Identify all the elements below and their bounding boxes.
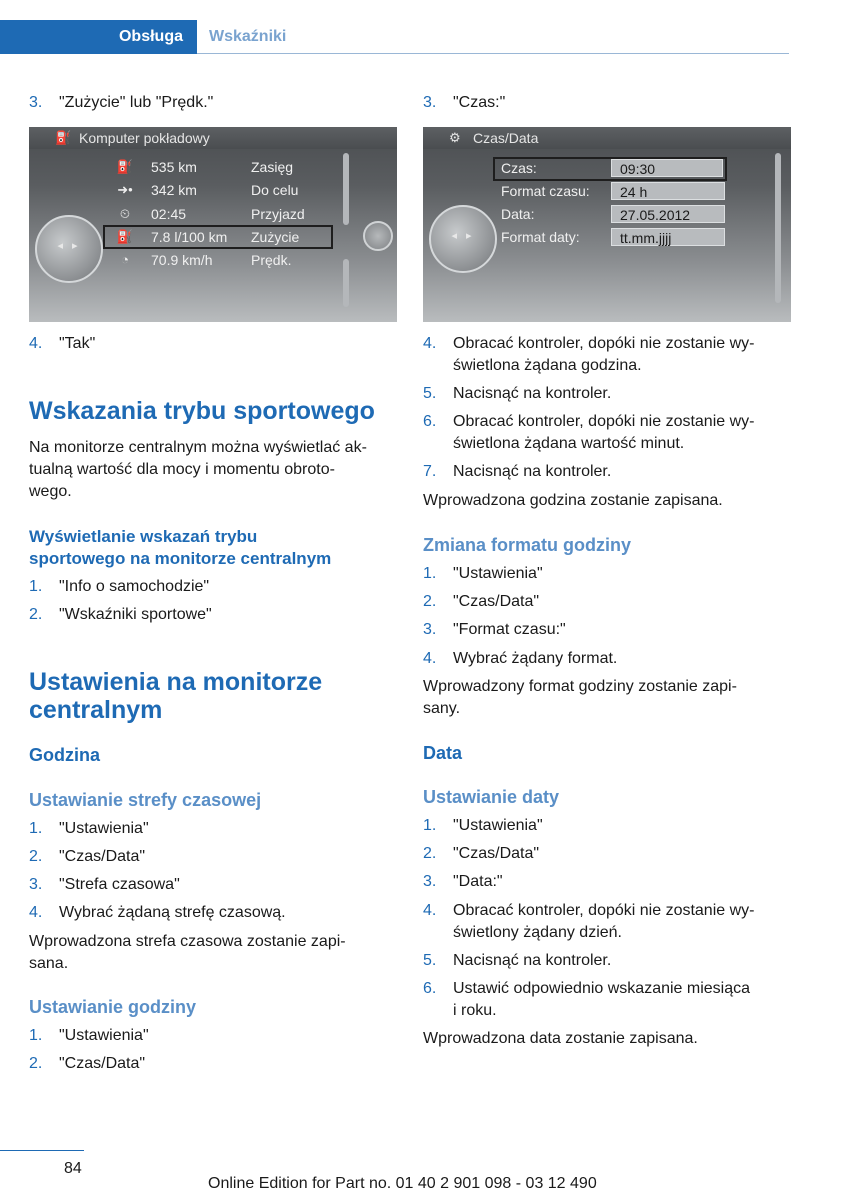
header-tab-wskazniki[interactable]: Wskaźniki bbox=[209, 28, 287, 45]
date-format-field[interactable]: tt.mm.jjjj bbox=[611, 228, 725, 246]
subsection-heading: Data bbox=[423, 743, 463, 763]
list-item: 3. "Strefa czasowa" bbox=[29, 876, 180, 893]
scroll-bar bbox=[775, 153, 781, 303]
subsection-heading: Ustawianie daty bbox=[423, 787, 560, 807]
subsection-heading: Zmiana formatu godziny bbox=[423, 535, 632, 555]
list-item: 3. "Zużycie" lub "Prędk." bbox=[29, 94, 214, 111]
list-item: 1. "Ustawienia" bbox=[423, 817, 543, 834]
fuel-consumption-icon: ⛽ bbox=[116, 229, 134, 244]
list-item: 3. "Data:" bbox=[423, 873, 503, 890]
section-heading: Wskazania trybu sportowego bbox=[29, 397, 375, 425]
list-item: 4. Wybrać żądany format. bbox=[423, 650, 618, 667]
fuel-range-icon: ⛽ bbox=[116, 159, 134, 174]
list-item: 1. "Ustawienia" bbox=[29, 1027, 149, 1044]
paragraph: Wprowadzony format godziny zostanie zapi- sany. bbox=[423, 678, 737, 717]
header-tab-obsluga[interactable]: Obsługa bbox=[0, 20, 197, 54]
date-format-label: Format daty: bbox=[501, 229, 580, 245]
paragraph: Na monitorze centralnym można wyświetlać ak- tualną wartość dla mocy i momentu obroto- wego. bbox=[29, 439, 367, 500]
controller-knob-icon: ◂ ▸ bbox=[35, 215, 103, 283]
header-divider bbox=[197, 53, 789, 54]
list-item: 2. "Czas/Data" bbox=[423, 593, 540, 610]
list-item: 5. Nacisnąć na kontroler. bbox=[423, 385, 612, 402]
subsection-heading: Godzina bbox=[29, 745, 100, 765]
list-item: 5. Nacisnąć na kontroler. bbox=[423, 952, 612, 969]
option-button-icon bbox=[363, 221, 393, 251]
list-item: 2. "Czas/Data" bbox=[423, 845, 540, 862]
list-item: 1. "Ustawienia" bbox=[29, 820, 149, 837]
page-number: 84 bbox=[64, 1160, 82, 1177]
subsection-heading: Ustawianie godziny bbox=[29, 997, 197, 1017]
list-item: 6. Obracać kontroler, dopóki nie zostanie wy- świetlona żądana wartość minut. bbox=[423, 413, 755, 452]
section-heading: Ustawienia na monitorze centralnym bbox=[29, 668, 323, 724]
settings-clock-icon: ⚙ bbox=[449, 130, 461, 145]
scroll-bar bbox=[343, 153, 349, 225]
list-item: 3. "Czas:" bbox=[423, 94, 506, 111]
time-format-label: Format czasu: bbox=[501, 183, 590, 199]
list-item: 4. Obracać kontroler, dopóki nie zostanie wy- świetlona żądana godzina. bbox=[423, 335, 755, 374]
time-date-screen bbox=[423, 127, 791, 322]
time-format-field[interactable]: 24 h bbox=[611, 182, 725, 200]
paragraph: Wprowadzona godzina zostanie zapisana. bbox=[423, 492, 723, 509]
subsection-heading: Wyświetlanie wskazań trybu sportowego na monitorze centralnym bbox=[29, 527, 332, 568]
speedometer-icon: ◔ bbox=[121, 252, 129, 267]
controller-knob-icon: ◂ ▸ bbox=[429, 205, 497, 273]
list-item: 1. "Info o samochodzie" bbox=[29, 578, 210, 595]
time-field[interactable]: 09:30 bbox=[611, 159, 723, 177]
screen-title: Komputer pokładowy bbox=[29, 127, 397, 149]
list-item: 3. "Format czasu:" bbox=[423, 621, 566, 638]
time-label: Czas: bbox=[501, 160, 537, 176]
onboard-computer-screen: Komputer pokładowy ⛽ ◂ ▸ ⛽ 535 km Zasięg ➜• 342 km Do celu ⏲ 02:45 Przyjazd ⛽ 7.8 l/100 km Zużycie ◔ 70.9 km/h Prędk. bbox=[29, 127, 397, 322]
scroll-bar-lower bbox=[343, 259, 349, 307]
list-item: 4. "Tak" bbox=[29, 335, 96, 352]
list-item: 4. Wybrać żądaną strefę czasową. bbox=[29, 904, 286, 921]
edition-note: Online Edition for Part no. 01 40 2 901 098 - 03 12 490 bbox=[208, 1175, 597, 1192]
onboard-computer-icon: ⛽ bbox=[55, 130, 72, 145]
date-label: Data: bbox=[501, 206, 535, 222]
list-item: 2. "Wskaźniki sportowe" bbox=[29, 606, 212, 623]
destination-arrow-icon: ➜• bbox=[117, 182, 133, 197]
list-item: 2. "Czas/Data" bbox=[29, 848, 146, 865]
screen-title: Czas/Data bbox=[423, 127, 791, 149]
list-item: 1. "Ustawienia" bbox=[423, 565, 543, 582]
subsection-heading: Ustawianie strefy czasowej bbox=[29, 790, 262, 810]
list-item: 4. Obracać kontroler, dopóki nie zostanie wy- świetlony żądany dzień. bbox=[423, 902, 755, 941]
footer-divider bbox=[0, 1150, 84, 1151]
list-item: 2. "Czas/Data" bbox=[29, 1055, 146, 1072]
arrival-clock-icon: ⏲ bbox=[119, 206, 131, 221]
date-field[interactable]: 27.05.2012 bbox=[611, 205, 725, 223]
list-item: 7. Nacisnąć na kontroler. bbox=[423, 463, 612, 480]
paragraph: Wprowadzona strefa czasowa zostanie zapi- sana. bbox=[29, 933, 346, 972]
paragraph: Wprowadzona data zostanie zapisana. bbox=[423, 1030, 698, 1047]
list-item: 6. Ustawić odpowiednio wskazanie miesiąca i roku. bbox=[423, 980, 751, 1019]
